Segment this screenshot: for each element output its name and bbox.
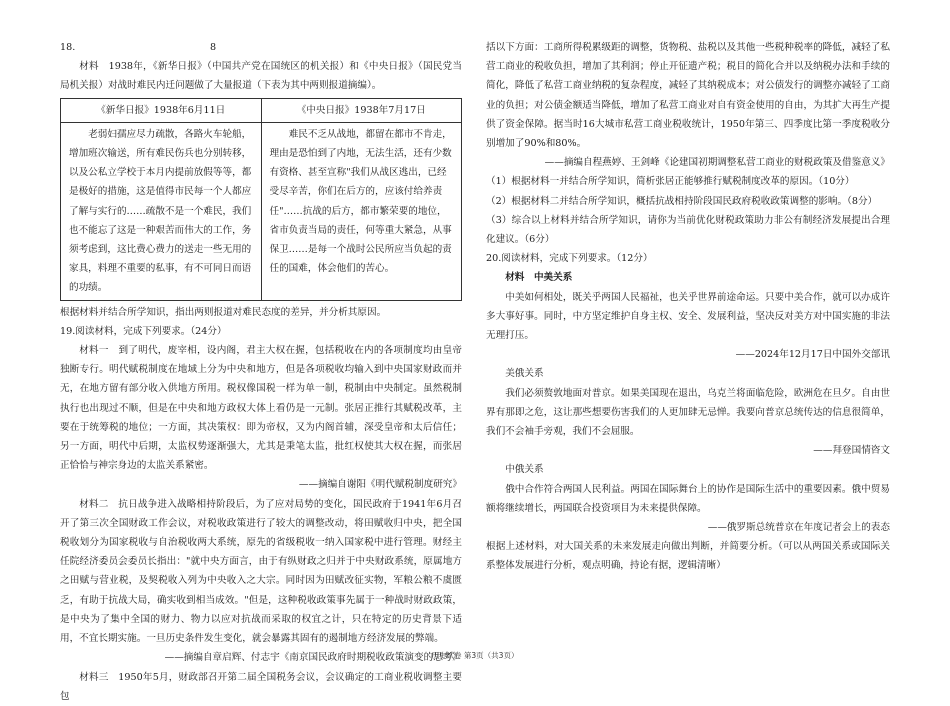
q18-intro: 材料 1938年，《新华日报》（中国共产党在国统区的机关报）和《中央日报》（国民党当局机关报）对战时难民内迁问题做了大量报道（下表为其中两则报道摘编）。 (60, 61, 462, 92)
sino-us-text: 中美如何相处，既关乎两国人民福祉，也关乎世界前途命运。只要中美合作，就可以办成许多大事好事。同时，中方坚定维护自身主权、安全、发展利益，坚决反对美方对中国实施的非法无理打压。 (486, 291, 890, 342)
sino-russia-source: ——俄罗斯总统普京在年度记者会上的表态 (707, 522, 890, 534)
material-2-source: ——摘编自章启辉、付志宇《南京国民政府时期税收政策演变的思考》 (164, 652, 462, 664)
material-3: 材料三 1950年5月，财政部召开第二届全国税务会议，会议确定的工商业税收调整主要包 (60, 671, 462, 702)
q18-number: 18. (60, 42, 76, 53)
material-3-continued: 括以下方面：工商所得税累级距的调整，货物税、盐税以及其他一些税种税率的降低，减轻了私营工商业的税收负担，增加了其利润；停止开征遗产税；税目的简化合并以及纳税办法和手续的简化，降低了私营工商业纳税的复杂程度，减轻了其纳税成本；对公债发行的调整亦减轻了工商业的负担；对公债金额适当降低，增加了私营工商业对自有资金使用的自由，为其扩大再生产提供了资金保障。据当时16大城市私营工商业税收统计，1950年第三、四季度比第一季度税收分别增加了90%和80%。 (486, 42, 890, 150)
q18-score: 8 (210, 42, 217, 53)
q20-material-label: 材料 中美关系 (505, 272, 573, 284)
sino-russia-text: 俄中合作符合两国人民利益。两国在国际舞台上的协作是国际生活中的重要因素。俄中贸易额将继续增长，两国联合投资项目为未来提供保障。 (486, 483, 890, 514)
table-head-zhongyang: 《中央日报》1938年7月17日 (261, 98, 462, 122)
material-1-source: ——摘编自谢阳《明代赋税制度研究》 (298, 479, 462, 491)
us-russia-source: ——拜登国情咨文 (813, 445, 890, 457)
page-footer: 历史试卷 第3页（共3页） (431, 651, 519, 660)
q19-title: 19.阅读材料，完成下列要求。（24分） (60, 325, 227, 337)
sino-russia-title: 中俄关系 (505, 464, 544, 476)
left-column (60, 38, 462, 706)
question-19-3: （3）综合以上材料并结合所学知识，请你为当前优化财税政策助力非公有制经济发展提出合理化建议。（6分） (486, 214, 890, 246)
report-table (60, 98, 462, 301)
sino-us-source: ——2024年12月17日中国外交部讯 (735, 349, 890, 361)
material-2: 材料二 抗日战争进入战略相持阶段后，为了应对局势的变化，国民政府于1941年6月召开了第三次全国财政工作会议，对税收政策进行了较大的调整改动，将田赋收归中央，把全国税收划分为国家税收与自治税收两大系统，原先的省级税收一纳入国家税中进行管理。财经主任院经济委员会委员长指出："就中央方面言，由于有纵财政之归并于中央财政系统，原属地方之田赋与营业税，及契税收入列为中央收入之大宗。同时因为田赋改征实物，军粮公粮不虞匮乏，有助于抗战大局，确实收到相当成效。"但是，这种税收政策事先属于一种战时财政政策，是中央为了集中全国的财力、物力以应对抗战而采取的权宜之计，只在特定的历史背景下适用，不宜长期实施。一旦历史条件发生变化，就会暴露其固有的遏制地方经济发展的弊端。 (60, 498, 462, 645)
question-19-1: （1）根据材料一并结合所学知识，简析张居正能够推行赋税制度改革的原因。（10分） (486, 176, 855, 188)
us-russia-title: 美俄关系 (505, 368, 544, 380)
material-1: 材料一 到了明代，废宰相，设内阁，君主大权在握，包括税收在内的各项制度均由皇帝独断专行。明代赋税制度在地域上分为中央和地方，但是各项税收均输入到中央国家财政而并无，在地方留有部分收入供地方所用。税权像国税一样为单一制，税制由中央制定。虽然税制执行也出现过不顺，但是在中央和地方政权大体上看仍是一元制。张居正推行其赋税改革，主要在于统筹税的地位；一方面，其决策权：即为帝权，又为内阁首辅，深受皇帝和太后信任；另一方面，明代中后期，太监权势逐渐强大，尤其是秉笔太监，批红权使其大权在握，而张居正恰恰与神宗身边的太监关系紧密。 (60, 345, 462, 472)
q18-task: 根据材料并结合所学知识，指出两则报道对难民态度的差异，并分析其原因。 (60, 306, 387, 318)
table-head-xinhua: 《新华日报》1938年6月11日 (61, 98, 262, 122)
table-body-xinhua: 老弱妇孺应尽力疏散，各路火车轮船，增加班次输送，所有难民伤兵也分别转移，以及公私立学校于本月内提前放假等等，都是极好的措施，这是值得市民每一个人都应了解与实行的……疏散不是一个难民，我们也不能忘了这是一种艰苦而伟大的工作，务须考虑到，这比费心费力的送走一些无用的家具，料理不重要的私事，有不可同日而语的功绩。 (61, 122, 262, 300)
us-russia-text: 我们必须赘敦地面对普京。如果美国现在退出，乌克兰将面临危险，欧洲危在旦夕。自由世界有那即之危，这让那些想要伤害我们的人更加肆无忌惮。我要向普京总统传达的信息很简单，我们不会袖手旁观，我们不会屈服。 (486, 387, 890, 438)
right-column (486, 38, 890, 576)
question-19-2: （2）根据材料二并结合所学知识，概括抗战相持阶段国民政府税收政策调整的影响。（8分） (486, 195, 878, 207)
table-body-zhongyang: 难民不乏从战地，都留在都市不肯走，理由是恐怕到了内地，无法生活，还有少数有资格、甚至宣称"我们从战区逃出，已经受尽辛苦，你们在后方的，应该付给养责任"……抗战的后方，都市繁荣要的地位，省市负责当局的责任，何等重大紧急，从事保卫……是每一个战时公民所应当负起的责任的国难，体会他们的苦心。 (261, 122, 462, 300)
q18-header (60, 38, 462, 57)
q20-task: 根据上述材料，对大国关系的未来发展走向做出判断，并简要分析。（可以从两国关系或国际关系整体发展进行分析，观点明确，持论有据，逻辑清晰） (486, 541, 890, 572)
q20-title: 20.阅读材料，完成下列要求。（12分） (486, 253, 653, 265)
material-3-source: ——摘编自程燕婷、王剑峰《论建国初期调整私营工商业的财税政策及借鉴意义》 (544, 157, 890, 169)
